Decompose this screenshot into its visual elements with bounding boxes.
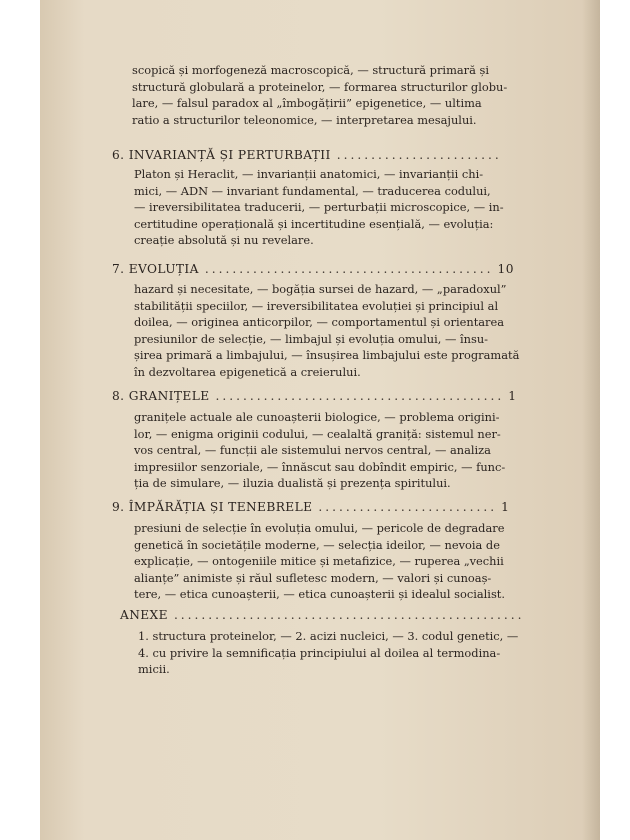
text-line: presiuni de selecție în evoluția omului, — pericole de degradare bbox=[134, 521, 505, 535]
toc-section-summary bbox=[134, 166, 572, 249]
book-page bbox=[40, 0, 600, 840]
toc-heading-invarianta[interactable] bbox=[112, 148, 552, 162]
text-line: doilea, — originea anticorpilor, — comportamentul și orientarea bbox=[134, 315, 505, 329]
page-number: 1 bbox=[508, 389, 517, 403]
text-line: genetică în societățile moderne, — selecția ideilor, — nevoia de bbox=[134, 537, 500, 552]
text-line: șirea primară a limbajului, — însușirea limbajului este programată bbox=[134, 348, 520, 362]
text-line: — ireversibilitatea traducerii, — perturbații microscopice, — in- bbox=[134, 200, 504, 214]
toc-continuation-text bbox=[132, 62, 572, 128]
text-line: structură globulară a proteinelor, — formarea structurilor globu- bbox=[132, 79, 508, 94]
page-number: 1 bbox=[501, 500, 510, 514]
toc-heading-evolutia[interactable] bbox=[112, 262, 600, 276]
text-line: ratio a structurilor teleonomice, — interpretarea mesajului. bbox=[132, 112, 477, 127]
toc-section-summary bbox=[134, 281, 574, 380]
text-line: lor, — enigma originii codului, — cealaltă graniță: sistemul ner- bbox=[134, 426, 501, 441]
text-line: micii. bbox=[138, 662, 170, 676]
toc-heading-granitele[interactable] bbox=[112, 389, 600, 403]
text-line: mici, — ADN — invariant fundamental, — traducerea codului, bbox=[134, 183, 491, 198]
section-title: 8. GRANIȚELE bbox=[112, 389, 210, 403]
text-line: vos central, — funcții ale sistemului nervos central, — analiza bbox=[134, 443, 491, 457]
text-line: scopică și morfogeneză macroscopică, — structură primară și bbox=[132, 63, 490, 77]
dot-leader: ........................ bbox=[336, 148, 502, 162]
text-line: tere, — etica cunoașterii, — etica cunoașterii și idealul socialist. bbox=[134, 587, 505, 601]
dot-leader: .......................................... bbox=[215, 389, 505, 403]
text-line: 4. cu privire la semnificația principiului al doilea al termodina- bbox=[138, 645, 501, 660]
text-line: stabilității speciilor, — ireversibilitatea evoluției și principiul al bbox=[134, 298, 499, 313]
page-number: 10 bbox=[497, 262, 514, 276]
toc-section-summary bbox=[134, 520, 576, 603]
dot-leader: .......................................... bbox=[204, 262, 494, 276]
section-title: 6. INVARIANȚĂ ȘI PERTURBAȚII bbox=[112, 148, 331, 162]
section-title: 7. EVOLUȚIA bbox=[112, 262, 199, 276]
toc-heading-imparatia[interactable] bbox=[112, 500, 600, 514]
text-line: ția de simulare, — iluzia dualistă și prezența spiritului. bbox=[134, 476, 451, 490]
text-line: granițele actuale ale cunoașterii biologice, — problema origini- bbox=[134, 410, 500, 424]
text-line: lare, — falsul paradox al „îmbogățirii” epigenetice, — ultima bbox=[132, 96, 482, 110]
text-line: impresiilor senzoriale, — înnăscut sau dobîndit empiric, — func- bbox=[134, 459, 506, 474]
dot-leader: ................................................... bbox=[173, 608, 525, 622]
text-line: Platon și Heraclit, — invarianții anatomici, — invarianții chi- bbox=[134, 167, 484, 181]
text-line: 1. structura proteinelor, — 2. acizi nucleici, — 3. codul genetic, — bbox=[138, 629, 519, 643]
table-of-contents bbox=[40, 0, 600, 840]
text-line: presiunilor de selecție, — limbajul și evoluția omului, — însu- bbox=[134, 331, 488, 346]
section-title: 9. ÎMPĂRĂȚIA ȘI TENEBRELE bbox=[112, 500, 313, 514]
text-line: alianțe” animiste și răul sufletesc modern, — valori și cunoaș- bbox=[134, 570, 492, 585]
text-line: hazard și necesitate, — bogăția sursei de hazard, — „paradoxul” bbox=[134, 282, 507, 296]
page-edge-shadow bbox=[582, 0, 600, 840]
toc-heading-anexe[interactable] bbox=[120, 608, 560, 622]
toc-section-summary bbox=[138, 628, 578, 678]
text-line: în dezvoltarea epigenetică a creierului. bbox=[134, 364, 361, 379]
section-title: ANEXE bbox=[120, 608, 168, 622]
text-line: certitudine operațională și incertitudine esențială, — evoluția: bbox=[134, 216, 494, 231]
text-line: explicație, — ontogeniile mitice și metafizice, — ruperea „vechii bbox=[134, 554, 504, 568]
text-line: creație absolută și nu revelare. bbox=[134, 233, 314, 247]
dot-leader: .......................... bbox=[318, 500, 498, 514]
toc-section-summary bbox=[134, 409, 574, 492]
